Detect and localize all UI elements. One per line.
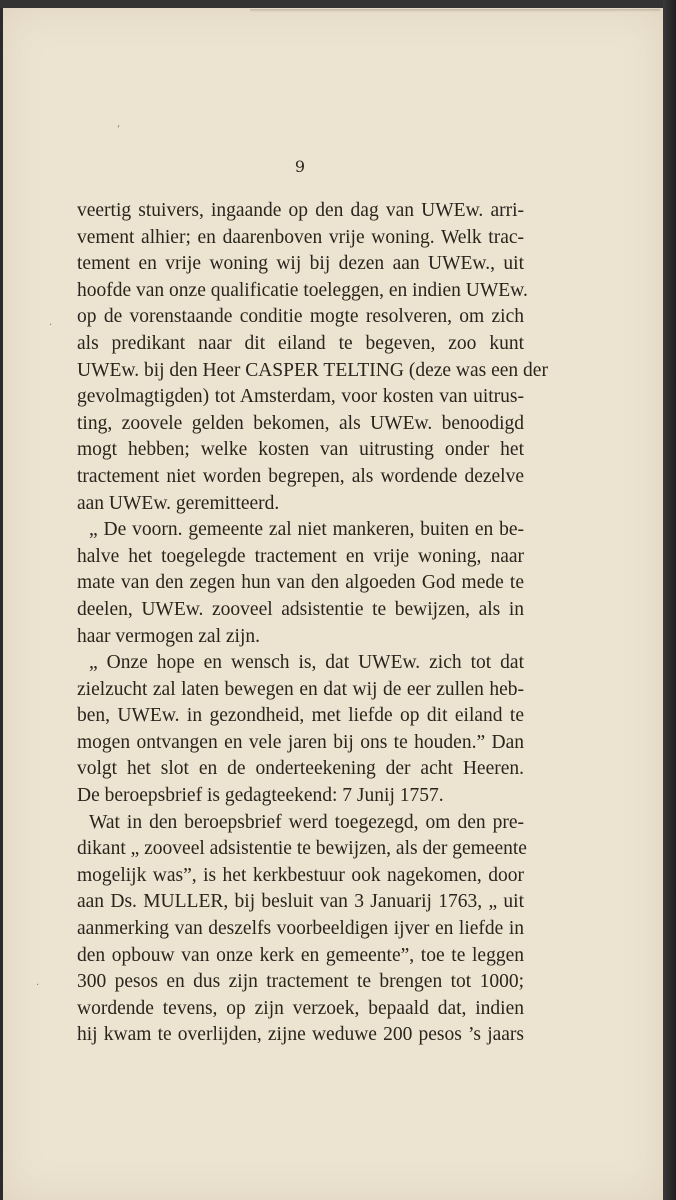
text-line: „ De voorn. gemeente zal niet mankeren, buiten en be-	[89, 519, 524, 541]
speck-mark: ‘	[117, 124, 121, 135]
text-line: aanmerking van deszelfs voorbeeldigen ijver en liefde in	[77, 918, 524, 940]
text-line: tractement niet worden begrepen, als wordende dezelve	[77, 465, 524, 487]
text-line: aan UWEw. geremitteerd.	[77, 492, 280, 514]
text-line: UWEw. bij den Heer CASPER TELTING (deze was een der	[77, 359, 548, 381]
text-line: op de vorenstaande conditie mogte resolveren, om zich	[77, 306, 524, 328]
page-fold-shadow	[250, 9, 660, 12]
text-line: Wat in den beroepsbrief werd toegezegd, om den pre-	[89, 811, 524, 833]
text-line: haar vermogen zal zijn.	[77, 625, 260, 647]
scan-right-edge	[663, 0, 676, 1200]
text-line: zielzucht zal laten bewegen en dat wij de eer zullen heb-	[77, 678, 524, 700]
speck-mark: ·	[36, 980, 40, 991]
text-line: mogen ontvangen en vele jaren bij ons te houden.” Dan	[77, 731, 524, 753]
text-line: wordende tevens, op zijn verzoek, bepaald dat, indien	[77, 997, 524, 1019]
text-line: „ Onze hope en wensch is, dat UWEw. zich tot dat	[89, 652, 524, 674]
text-line: 300 pesos en dus zijn tractement te brengen tot 1000;	[77, 971, 524, 993]
text-line: volgt het slot en de onderteekening der acht Heeren.	[77, 758, 524, 780]
text-line: den opbouw van onze kerk en gemeente”, toe te leggen	[77, 944, 524, 966]
text-line: veertig stuivers, ingaande op den dag van UWEw. arri-	[77, 200, 524, 221]
scan-top-edge	[0, 0, 676, 8]
text-line: hoofde van onze qualificatie toeleggen, en indien UWEw.	[77, 279, 528, 301]
text-line: mate van den zegen hun van den algoeden God mede te	[77, 572, 524, 594]
text-line: als predikant naar dit eiland te begeven, zoo kunt	[77, 332, 524, 354]
text-line: deelen, UWEw. zooveel adsistentie te bewijzen, als in	[77, 598, 524, 620]
text-line: aan Ds. MULLER, bij besluit van 3 Januarij 1763, „ uit	[77, 891, 524, 913]
text-line: mogt hebben; welke kosten van uitrusting onder het	[77, 439, 524, 461]
text-line: hij kwam te overlijden, zijne weduwe 200 pesos ’s jaars	[77, 1024, 524, 1046]
page-number: 9	[294, 157, 306, 176]
text-line: dikant „ zooveel adsistentie te bewijzen, als der gemeente	[77, 838, 527, 860]
text-line: ting, zoovele gelden bekomen, als UWEw. benoodigd	[77, 412, 524, 434]
text-line: vement alhier; en daarenboven vrije woning. Welk trac-	[77, 226, 524, 248]
speck-mark: ·	[49, 320, 53, 331]
text-line: gevolmagtigden) tot Amsterdam, voor kosten van uitrus-	[77, 386, 524, 408]
text-line: halve het toegelegde tractement en vrije woning, naar	[77, 545, 524, 567]
text-line: ben, UWEw. in gezondheid, met liefde op dit eiland te	[77, 705, 524, 727]
text-line: De beroepsbrief is gedagteekend: 7 Junij 1757.	[77, 785, 444, 807]
text-line: mogelijk was”, is het kerkbestuur ook nagekomen, door	[77, 864, 524, 886]
page-text-body	[77, 198, 548, 1049]
text-line: tement en vrije woning wij bij dezen aan UWEw., uit	[77, 253, 524, 275]
